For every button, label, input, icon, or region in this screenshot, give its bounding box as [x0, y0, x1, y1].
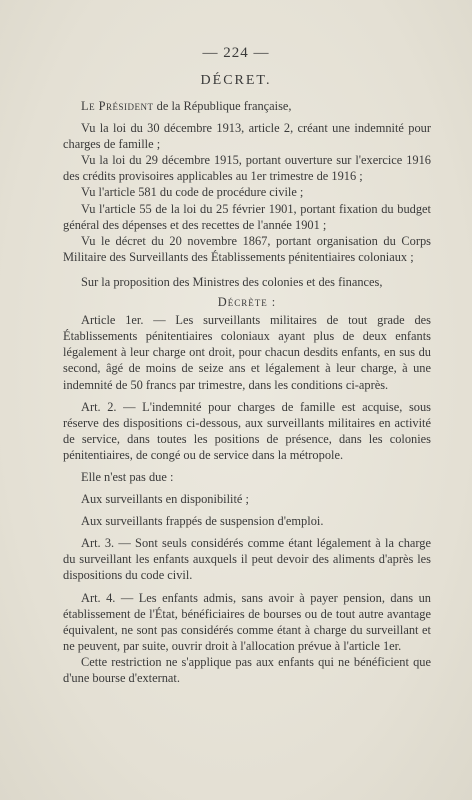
article-4: Art. 4. — Les enfants admis, sans avoir à payer pension, dans un établissement de l'État, bénéficiaires de bourses ou de tout autre avantage équivalent, ne sont pas considérés comme étant à charge du surveillant et ne peuvent, par suite, ouvrir droit à l'allocation prévue à l'article 1er. [63, 590, 431, 653]
visa-1: Vu la loi du 30 décembre 1913, article 2, créant une indemnité pour charges de famille ; [63, 121, 431, 152]
visa-4: Vu l'article 55 de la loi du 25 février 1901, portant fixation du budget général des dépenses et des recettes de l'année 1901 ; [63, 201, 431, 232]
preamble [63, 98, 431, 114]
president-tail: de la République française, [153, 99, 292, 113]
visa-3: Vu l'article 581 du code de procédure civile ; [81, 185, 304, 200]
document-body [63, 98, 431, 686]
article-2-item-1: Aux surveillants en disponibilité ; [81, 492, 249, 507]
visa-2: Vu la loi du 29 décembre 1915, portant ouverture sur l'exercice 1916 des crédits provisoires applicables au 1er trimestre de 1916 ; [63, 153, 431, 184]
article-2-item-2: Aux surveillants frappés de suspension d'emploi. [81, 514, 324, 529]
article-1: Article 1er. — Les surveillants militaires de tout grade des Établissements pénitentiaires coloniaux ayant plus de deux enfants légalement à leur charge ont droit, pour chacun desdits enfants, en sus du second, âgé de moins de seize ans et légalement à leur charge, à une indemnité de 50 francs par trimestre, dans les conditions ci-après. [63, 313, 431, 392]
article-3: Art. 3. — Sont seuls considérés comme étant légalement à la charge du surveillant les enfants auxquels il peut devoir des aliments d'après les dispositions du code civil. [63, 536, 431, 583]
proposal: Sur la proposition des Ministres des colonies et des finances, [81, 274, 383, 289]
article-4-restriction: Cette restriction ne s'applique pas aux enfants qui ne bénéficient que d'une bourse d'externat. [63, 654, 431, 685]
page-number: — 224 — [202, 45, 270, 61]
president-name: Le Président [81, 99, 154, 113]
page-title: DÉCRET. [200, 73, 272, 88]
article-2: Art. 2. — L'indemnité pour charges de famille est acquise, sous réserve des dispositions ci-dessous, aux surveillants militaires en activité de service, dans toutes les positions de présence, dans les colonies pénitentiaires, de congé ou de service dans la métropole. [63, 399, 431, 462]
decrete-heading: Décrète : [217, 295, 277, 310]
visa-5: Vu le décret du 20 novembre 1867, portant organisation du Corps Militaire des Surveillants des Établissements pénitentiaires coloniaux ; [63, 233, 431, 264]
article-2-not-due: Elle n'est pas due : [81, 469, 174, 484]
